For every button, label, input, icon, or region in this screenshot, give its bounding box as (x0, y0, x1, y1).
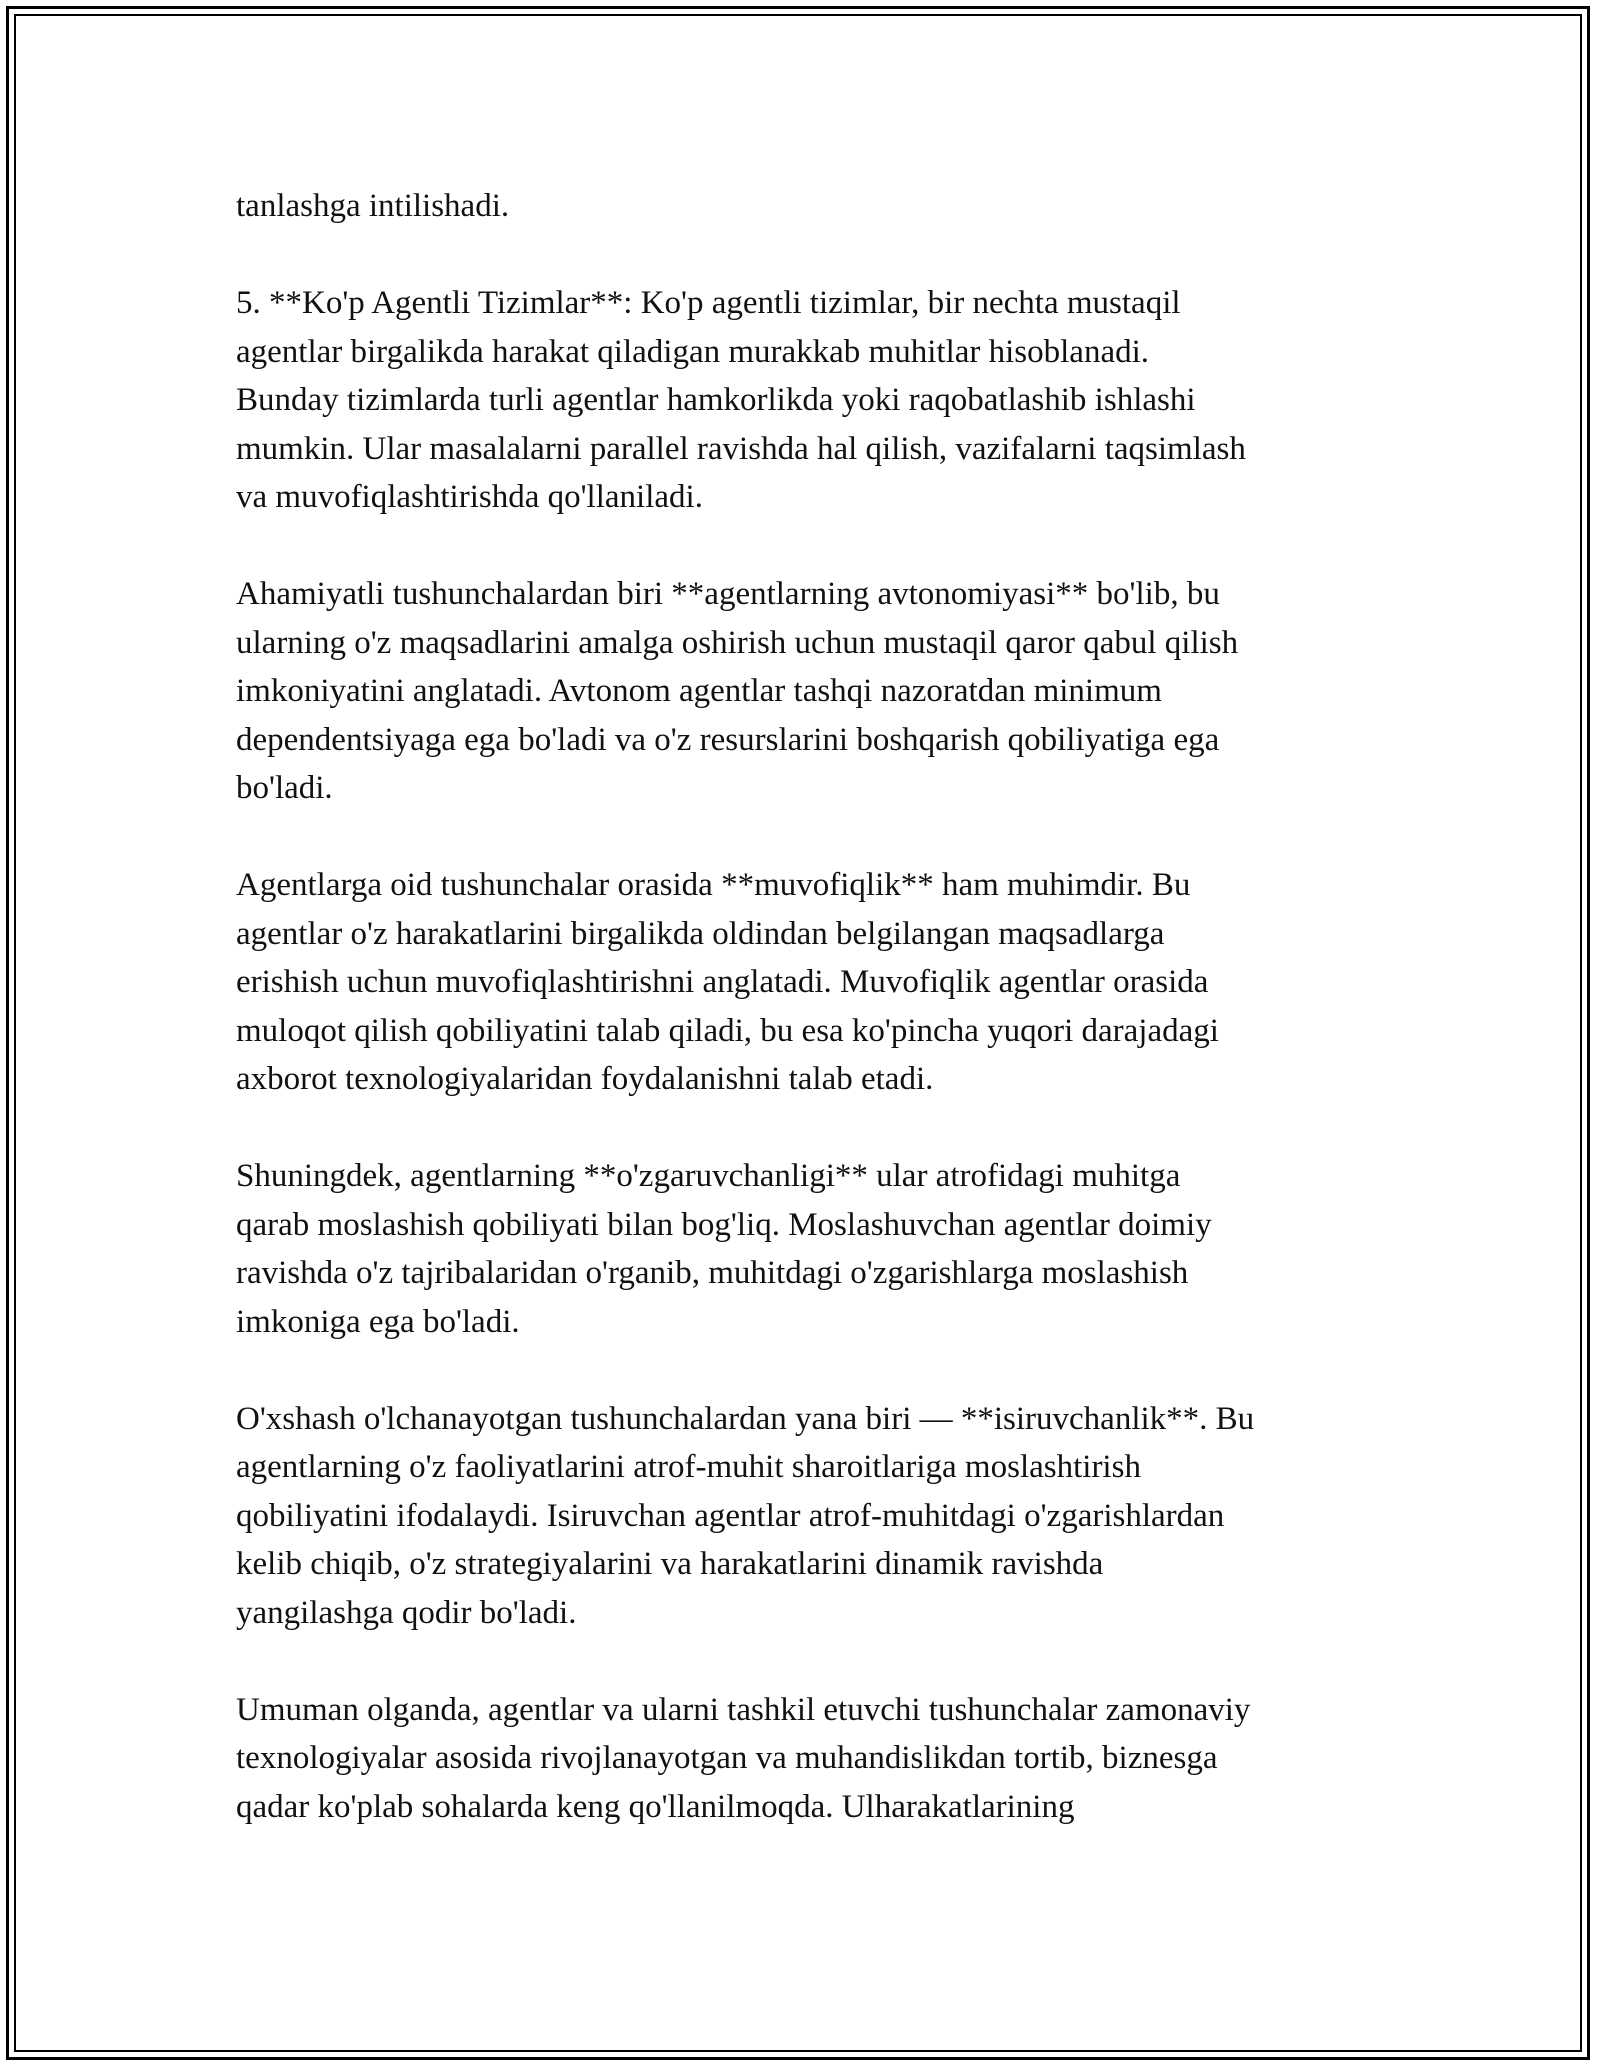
paragraph-multi-agent-systems: 5. **Ko'p Agentli Tizimlar**: Ko'p agentli tizimlar, bir nechta mustaqil agentlar birgalikda harakat qiladigan murakkab muhitlar hisoblanadi. Bunday tizimlarda turli agentlar hamkorlikda yoki raqobatlashib ishlashi mumkin. Ular masalalarni parallel ravishda hal qilish, vazifalarni taqsimlash va muvofiqlashtirishda qo'llaniladi. (236, 285, 1246, 515)
paragraph-adaptability: Shuningdek, agentlarning **o'zgaruvchanligi** ular atrofidagi muhitga qarab moslashish qobiliyati bilan bog'liq. Moslashuvchan agentlar doimiy ravishda o'z tajribalaridan o'rganib, muhitdagi o'zgarishlarga moslashish imkoniga ega bo'ladi. (236, 1158, 1212, 1340)
document-body (236, 182, 1386, 1831)
paragraph-autonomy: Ahamiyatli tushunchalardan biri **agentlarning avtonomiyasi** bo'lib, bu ularning o'z maqsadlarini amalga oshirish uchun mustaqil qaror qabul qilish imkoniyatini anglatadi. Avtonom agentlar tashqi nazoratdan minimum dependentsiyaga ega bo'ladi va o'z resurslarini boshqarish qobiliyatiga ega bo'ladi. (236, 576, 1239, 806)
paragraph-continuation: tanlashga intilishadi. (236, 188, 510, 224)
paragraph-summary: Umuman olganda, agentlar va ularni tashkil etuvchi tushunchalar zamonaviy texnologiyalar asosida rivojlanayotgan va muhandislikdan tortib, biznesga qadar ko'plab sohalarda keng qo'llanilmoqda. Ulharakatlarining (236, 1691, 1251, 1825)
paragraph-responsiveness: O'xshash o'lchanayotgan tushunchalardan yana biri — **isiruvchanlik**. Bu agentlarning o'z faoliyatlarini atrof-muhit sharoitlariga moslashtirish qobiliyatini ifodalaydi. Isiruvchan agentlar atrof-muhitdagi o'zgarishlardan kelib chiqib, o'z strategiyalarini va harakatlarini dinamik ravishda yangilashga qodir bo'ladi. (236, 1400, 1255, 1631)
paragraph-coordination: Agentlarga oid tushunchalar orasida **muvofiqlik** ham muhimdir. Bu agentlar o'z harakatlarini birgalikda oldindan belgilangan maqsadlarga erishish uchun muvofiqlashtirishni anglatadi. Muvofiqlik agentlar orasida muloqot qilish qobiliyatini talab qiladi, bu esa ko'pincha yuqori darajadagi axborot texnologiyalaridan foydalanishni talab etadi. (236, 867, 1219, 1097)
